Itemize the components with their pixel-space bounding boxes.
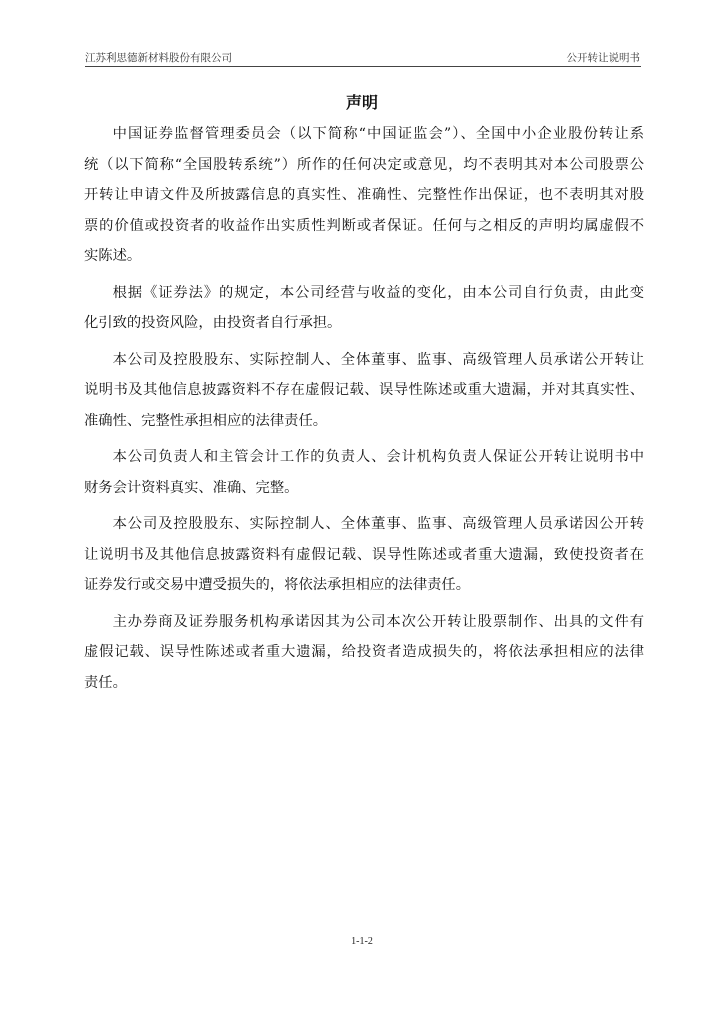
- paragraph-line: 说明书及其他信息披露资料不存在虚假记载、误导性陈述或重大遗漏，并对其真实性、: [84, 382, 644, 398]
- paragraph-line: 让说明书及其他信息披露资料有虚假记载、误导性陈述或者重大遗漏，致使投资者在: [84, 546, 644, 563]
- paragraph-line: 票的价值或投资者的收益作出实质性判断或者保证。任何与之相反的声明均属虚假不: [84, 217, 644, 234]
- paragraph-line: 虚假记载、误导性陈述或者重大遗漏，给投资者造成损失的，将依法承担相应的法律: [84, 644, 644, 660]
- paragraph-line: 本公司负责人和主管会计工作的负责人、会计机构负责人保证公开转让说明书中: [112, 449, 644, 465]
- paragraph-line: 主办券商及证券服务机构承诺因其为公司本次公开转让股票制作、出具的文件有: [112, 613, 644, 630]
- statement-paragraph: [84, 509, 644, 601]
- paragraph-line: 准确性、完整性承担相应的法律责任。: [84, 412, 328, 429]
- paragraph-line: 根据《证券法》的规定，本公司经营与收益的变化，由本公司自行负责，由此变: [112, 284, 644, 301]
- paragraph-line: 实陈述。: [84, 248, 142, 264]
- paragraph-line: 本公司及控股股东、实际控制人、全体董事、监事、高级管理人员承诺因公开转: [112, 516, 644, 532]
- paragraph-line: 化引致的投资风险，由投资者自行承担。: [84, 315, 342, 331]
- page-number: 1-1-2: [351, 936, 373, 947]
- paragraph-line: 统（以下简称“全国股转系统”）所作的任何决定或意见，均不表明其对本公司股票公: [84, 156, 644, 173]
- paragraph-line: 中国证券监督管理委员会（以下简称“中国证监会”）、全国中小企业股份转让系: [112, 126, 644, 142]
- statement-paragraph: [84, 345, 644, 437]
- statement-paragraph: [84, 278, 644, 339]
- statement-paragraph: [84, 442, 644, 503]
- paragraph-line: 责任。: [84, 674, 127, 691]
- paragraph-line: 证券发行或交易中遭受损失的，将依法承担相应的法律责任。: [84, 577, 471, 593]
- statement-paragraph: [84, 119, 644, 272]
- paragraph-line: 本公司及控股股东、实际控制人、全体董事、监事、高级管理人员承诺公开转让: [112, 351, 644, 368]
- statement-paragraph: [84, 607, 644, 699]
- page-title: 声明: [345, 93, 378, 112]
- paragraph-line: 开转让申请文件及所披露信息的真实性、准确性、完整性作出保证，也不表明其对股: [84, 187, 644, 203]
- statement-body: [84, 119, 644, 704]
- header-divider: [85, 66, 641, 67]
- paragraph-line: 财务会计资料真实、准确、完整。: [84, 479, 299, 496]
- header-company-name: 江苏利思德新材料股份有限公司: [85, 52, 232, 64]
- header-document-title: 公开转让说明书: [566, 52, 640, 64]
